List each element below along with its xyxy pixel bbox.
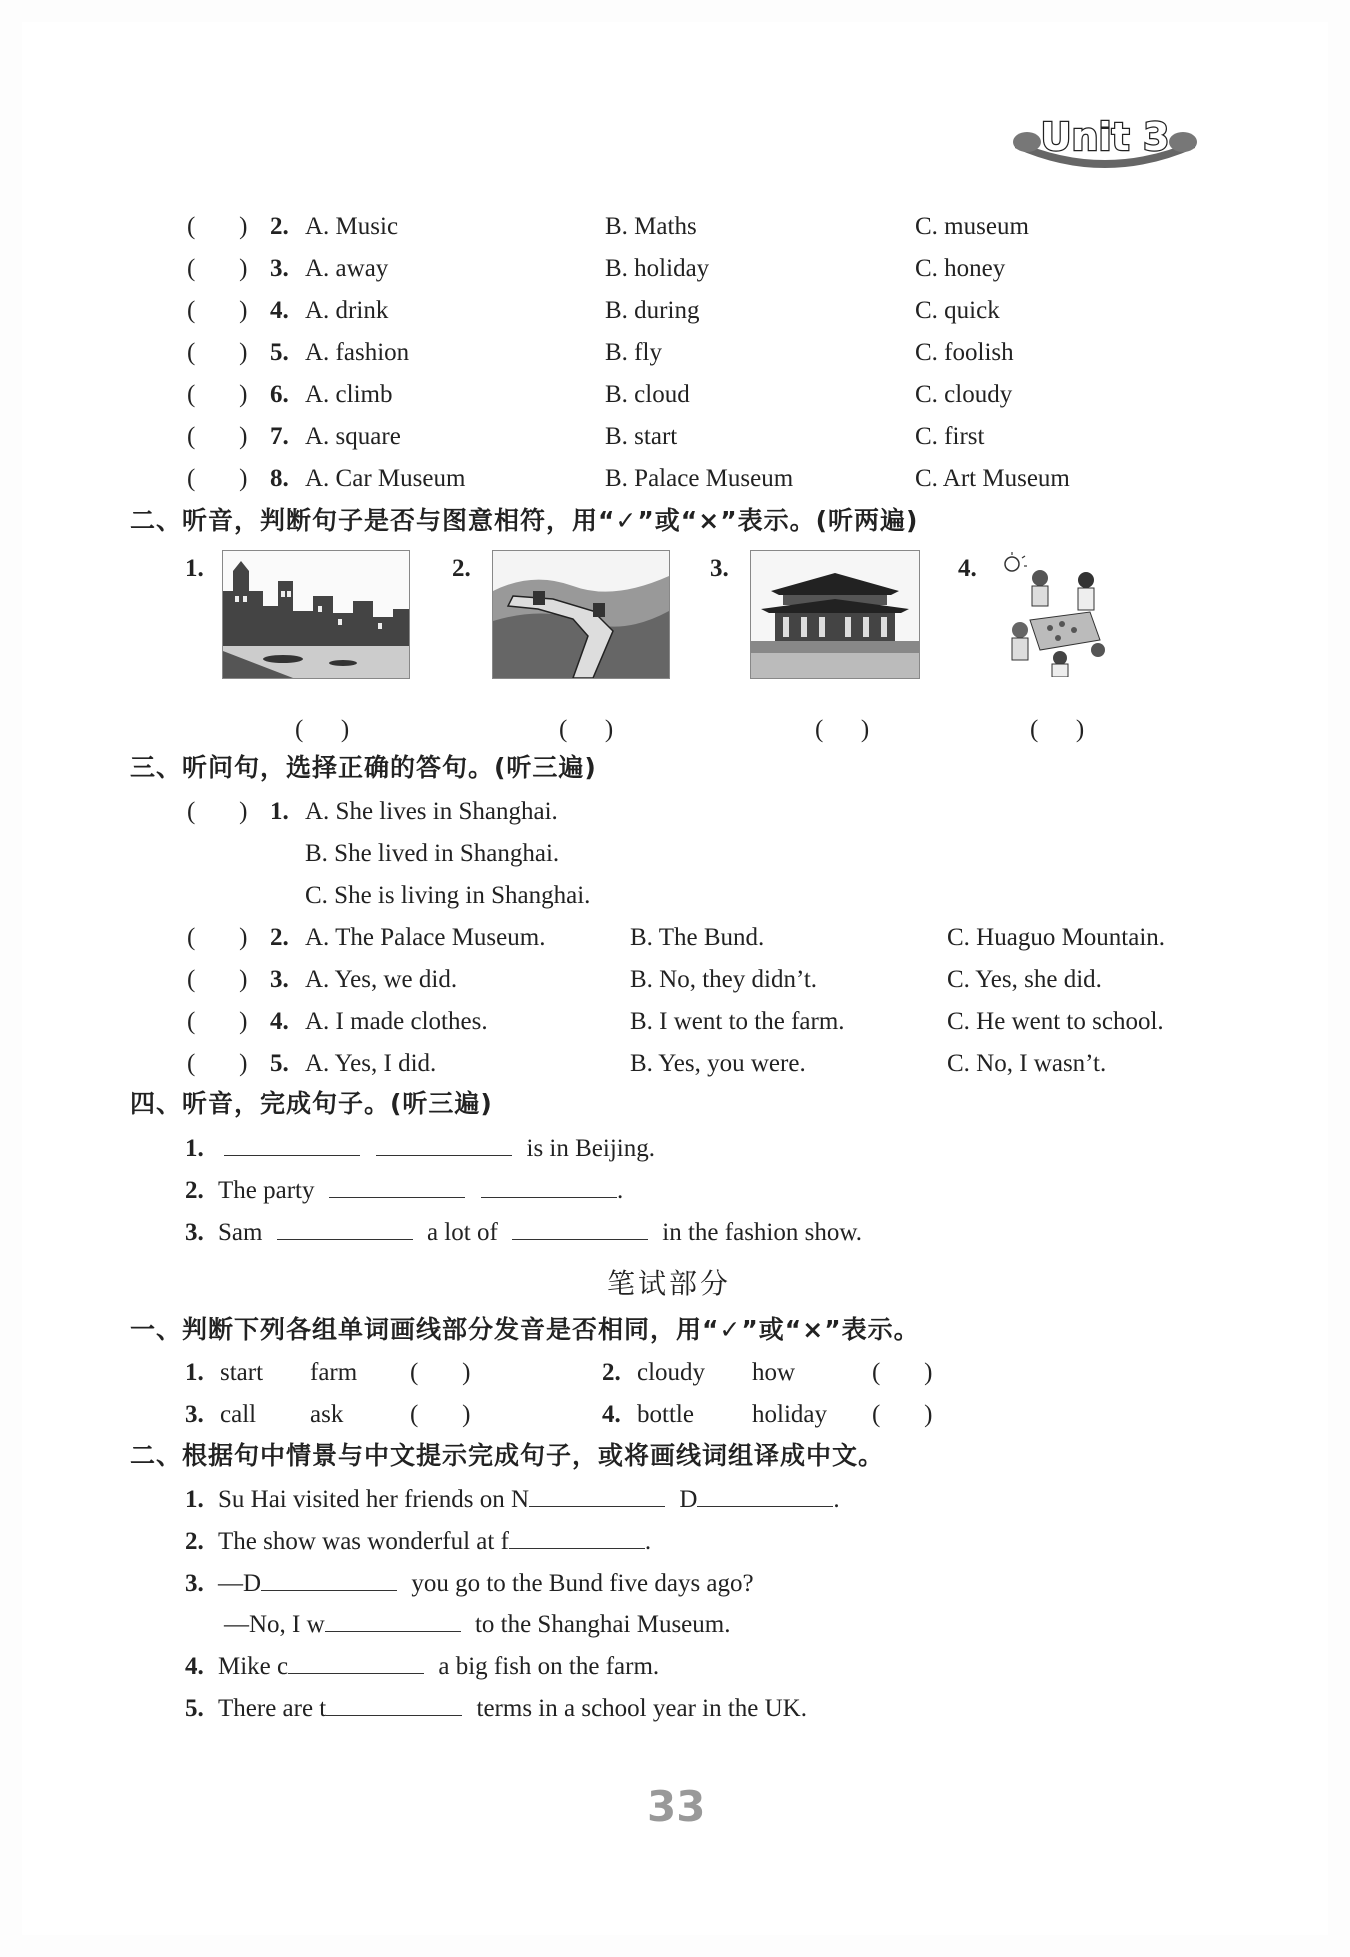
answer-paren[interactable]: ( ) [410, 1401, 471, 1428]
answer-paren-pic4[interactable]: ( ) [1030, 716, 1085, 743]
word-1: bottle [637, 1401, 694, 1428]
option-b: B. Yes, you were. [630, 1050, 806, 1077]
w1-heading: 一、判断下列各组单词画线部分发音是否相同，用“✓”或“×”表示。 [130, 1315, 920, 1344]
section3-heading: 三、听问句，选择正确的答句。(听三遍) [130, 753, 597, 782]
question-number: 5. [270, 1050, 289, 1077]
blank[interactable] [509, 1526, 645, 1549]
s4-s1-tail: is in Beijing. [526, 1135, 655, 1162]
blank[interactable] [512, 1217, 648, 1240]
section4-heading: 四、听音，完成句子。(听三遍) [130, 1089, 493, 1118]
blank[interactable] [329, 1175, 465, 1198]
option-c: C. quick [915, 297, 1000, 324]
option-a: A. square [305, 423, 401, 450]
answer-paren[interactable]: ( ) [187, 297, 248, 324]
blank[interactable] [376, 1133, 512, 1156]
w2-s2-number: 2. [185, 1528, 204, 1555]
w2-s1-mid: D [679, 1486, 698, 1513]
question-number: 7. [270, 423, 289, 450]
question-number: 4. [270, 1008, 289, 1035]
answer-paren[interactable]: ( ) [187, 465, 248, 492]
s4-s3-head: Sam [218, 1219, 263, 1246]
w2-s4-tail: a big fish on the farm. [438, 1653, 660, 1680]
s4-s3-mid: a lot of [426, 1219, 498, 1246]
option-a: A. The Palace Museum. [305, 924, 546, 951]
pic-label-4: 4. [958, 555, 977, 582]
s4-sentence-1 [185, 1133, 655, 1164]
w2-s2-tail: . [644, 1528, 652, 1555]
option-a: A. climb [305, 381, 393, 408]
s4-s2-number: 2. [185, 1177, 204, 1204]
w2-s2-head: The show was wonderful at f [218, 1528, 509, 1555]
word-2: how [752, 1359, 796, 1386]
blank[interactable] [277, 1217, 413, 1240]
unit-title: Unit 3 [1040, 115, 1170, 159]
w2-s1-tail: . [833, 1486, 840, 1513]
blank[interactable] [261, 1568, 397, 1591]
option-a: A. I made clothes. [305, 1008, 488, 1035]
w2-sentence-4 [185, 1651, 659, 1682]
w2-sentence-3a [185, 1568, 754, 1599]
answer-paren[interactable]: ( ) [187, 1050, 248, 1077]
question-number: 3. [270, 966, 289, 993]
question-number: 3. [270, 255, 289, 282]
s4-sentence-2 [185, 1175, 623, 1206]
blank[interactable] [325, 1609, 461, 1632]
answer-paren[interactable]: ( ) [187, 966, 248, 993]
word-1: call [220, 1401, 257, 1428]
blank[interactable] [288, 1651, 424, 1674]
option-c: C. honey [915, 255, 1006, 282]
blank[interactable] [224, 1133, 360, 1156]
s3-q1-number: 1. [270, 798, 289, 825]
w2-s5-number: 5. [185, 1695, 204, 1722]
option-b: B. during [605, 297, 700, 324]
option-b: B. holiday [605, 255, 710, 282]
answer-paren-pic1[interactable]: ( ) [295, 716, 350, 743]
w2-sentence-1 [185, 1484, 840, 1515]
option-c: C. No, I wasn’t. [947, 1050, 1107, 1077]
word-2: holiday [752, 1401, 827, 1428]
question-number: 2. [270, 924, 289, 951]
written-section-title: 笔试部分 [607, 1267, 732, 1300]
s4-s2-head: The party [218, 1177, 315, 1204]
pic-label-1: 1. [185, 555, 204, 582]
answer-paren[interactable]: ( ) [187, 1008, 248, 1035]
w2-s3b-tail: to the Shanghai Museum. [474, 1611, 731, 1638]
answer-paren[interactable]: ( ) [187, 213, 248, 240]
answer-paren-pic3[interactable]: ( ) [815, 716, 870, 743]
word-1: start [220, 1359, 264, 1386]
answer-paren-s3-1[interactable]: ( ) [187, 798, 248, 825]
answer-paren[interactable]: ( ) [872, 1359, 933, 1386]
unit-badge [1005, 110, 1205, 170]
option-c: C. foolish [915, 339, 1014, 366]
blank[interactable] [529, 1484, 665, 1507]
blank[interactable] [697, 1484, 833, 1507]
option-c: C. Yes, she did. [947, 966, 1102, 993]
s4-s2-tail: . [616, 1177, 624, 1204]
option-c: C. He went to school. [947, 1008, 1164, 1035]
question-number: 6. [270, 381, 289, 408]
w2-s5-head: There are t [218, 1695, 327, 1722]
option-c: C. first [915, 423, 985, 450]
answer-paren[interactable]: ( ) [187, 924, 248, 951]
option-b: B. fly [605, 339, 662, 366]
s4-s3-number: 3. [185, 1219, 204, 1246]
question-number: 5. [270, 339, 289, 366]
great-wall-picture [492, 550, 670, 679]
page-number: 33 [647, 1782, 706, 1831]
question-number: 4. [270, 297, 289, 324]
answer-paren-pic2[interactable]: ( ) [559, 716, 614, 743]
answer-paren[interactable]: ( ) [187, 339, 248, 366]
option-a: A. away [305, 255, 389, 282]
option-c: C. museum [915, 213, 1029, 240]
w2-sentence-5 [185, 1693, 807, 1724]
w2-s1-number: 1. [185, 1486, 204, 1513]
option-c: C. Huaguo Mountain. [947, 924, 1166, 951]
w2-s5-tail: terms in a school year in the UK. [476, 1695, 807, 1722]
answer-paren[interactable]: ( ) [187, 423, 248, 450]
pair-number: 1. [185, 1359, 204, 1386]
bund-picture [222, 550, 410, 679]
worksheet-page [22, 22, 1328, 1935]
w2-heading: 二、根据句中情景与中文提示完成句子，或将画线词组译成中文。 [130, 1441, 885, 1470]
s4-s1-number: 1. [185, 1135, 204, 1162]
answer-paren[interactable]: ( ) [187, 255, 248, 282]
section2-heading: 二、听音，判断句子是否与图意相符，用“✓”或“×”表示。(听两遍) [130, 506, 919, 535]
option-b: B. The Bund. [630, 924, 765, 951]
option-a: A. fashion [305, 339, 410, 366]
option-b: B. Palace Museum [605, 465, 794, 492]
word-1: cloudy [637, 1359, 706, 1386]
pic-label-2: 2. [452, 555, 471, 582]
s3-q1-option-b: B. She lived in Shanghai. [305, 840, 560, 867]
option-a: A. Yes, I did. [305, 1050, 437, 1077]
s3-q1-option-a: A. She lives in Shanghai. [305, 798, 558, 825]
palace-museum-picture [750, 550, 920, 679]
question-number: 2. [270, 213, 289, 240]
word-2: farm [310, 1359, 358, 1386]
option-a: A. Yes, we did. [305, 966, 458, 993]
s4-sentence-3 [185, 1217, 862, 1248]
w2-sentence-2 [185, 1526, 651, 1557]
word-2: ask [310, 1401, 344, 1428]
w2-s3b-head: —No, I w [224, 1611, 325, 1638]
w2-s3-number: 3. [185, 1570, 204, 1597]
option-a: A. Car Museum [305, 465, 466, 492]
answer-paren[interactable]: ( ) [187, 381, 248, 408]
option-b: B. cloud [605, 381, 690, 408]
s3-q1-option-c: C. She is living in Shanghai. [305, 882, 591, 909]
answer-paren[interactable]: ( ) [410, 1359, 471, 1386]
w2-s3a-head: —D [218, 1570, 262, 1597]
option-a: A. drink [305, 297, 389, 324]
s4-s3-tail: in the fashion show. [662, 1219, 863, 1246]
answer-paren[interactable]: ( ) [872, 1401, 933, 1428]
w2-s3a-tail: you go to the Bund five days ago? [411, 1570, 754, 1597]
w2-s4-number: 4. [185, 1653, 204, 1680]
question-number: 8. [270, 465, 289, 492]
w2-s4-head: Mike c [218, 1653, 289, 1680]
farm-people-picture [1000, 550, 1110, 677]
w2-s1-head: Su Hai visited her friends on N [218, 1486, 530, 1513]
option-c: C. cloudy [915, 381, 1013, 408]
w2-sentence-3b [224, 1609, 730, 1640]
option-a: A. Music [305, 213, 399, 240]
pair-number: 2. [602, 1359, 621, 1386]
blank[interactable] [326, 1693, 462, 1716]
option-b: B. I went to the farm. [630, 1008, 845, 1035]
option-b: B. No, they didn’t. [630, 966, 818, 993]
pair-number: 3. [185, 1401, 204, 1428]
option-b: B. start [605, 423, 678, 450]
option-c: C. Art Museum [915, 465, 1070, 492]
pic-label-3: 3. [710, 555, 729, 582]
pair-number: 4. [602, 1401, 621, 1428]
blank[interactable] [481, 1175, 617, 1198]
option-b: B. Maths [605, 213, 697, 240]
